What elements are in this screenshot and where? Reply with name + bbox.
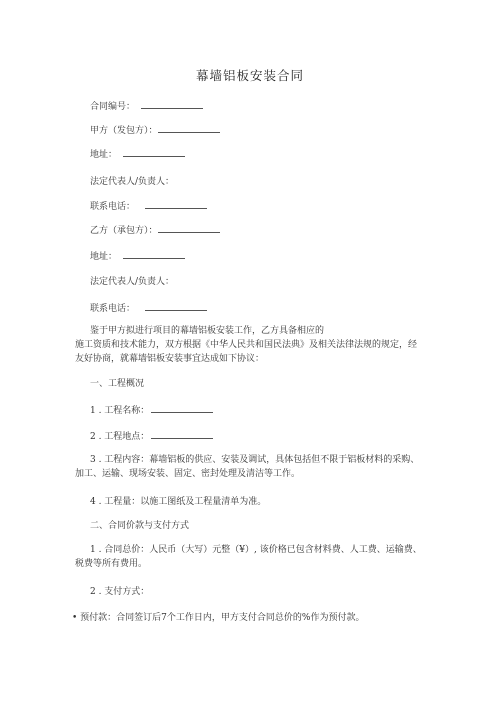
party-a-label: 甲方（发包方）： — [90, 126, 158, 136]
address-b-blank[interactable] — [123, 250, 185, 259]
legal-rep-a-label: 法定代表人/负责人： — [90, 177, 175, 187]
phone-a-label: 联系电话： — [90, 202, 136, 212]
phone-b-blank[interactable] — [145, 302, 207, 311]
document-title: 幕墙铝板安装合同 — [195, 68, 304, 83]
phone-a-blank[interactable] — [145, 200, 207, 209]
legal-rep-a-row — [90, 176, 174, 188]
party-b-row — [90, 224, 220, 237]
project-content-line-1: 3 . 工程内容：幕墙铝板的供应、安装及调试，具体包括但不限于铝板材料的采购、 — [90, 455, 420, 465]
advance-payment-bullet: • 预付款：合同签订后7个工作日内，甲方支付合同总价的%作为预付款。 — [72, 613, 365, 623]
payment-method-heading: 2 . 支付方式： — [90, 587, 150, 597]
intro-line-3: 友好协商，就幕墙铝板安装事宜达成如下协议： — [75, 354, 265, 364]
project-location-blank[interactable] — [151, 430, 213, 439]
contract-price-line-2: 税费等所有费用。 — [75, 559, 148, 569]
project-content-line-2: 加工、运输、现场安装、固定、密封处理及清洁等工作。 — [75, 469, 301, 479]
contract-price-line-1: 1 . 合同总价：人民币（大写）元整（¥）, 该价格已包含材料费、人工费、运输费、 — [90, 545, 422, 555]
project-location-label: 2 . 工程地点： — [90, 432, 150, 442]
party-a-row — [90, 124, 220, 137]
phone-b-row — [90, 302, 207, 315]
phone-b-label: 联系电话： — [90, 304, 136, 314]
project-content-paragraph — [75, 453, 435, 481]
intro-line-1: 鉴于甲方拟进行项目的幕墙铝板安装工作，乙方具备相应的 — [90, 326, 325, 336]
intro-paragraph — [75, 324, 435, 366]
project-quantity: 4 . 工程量：以施工图纸及工程量清单为准。 — [90, 497, 267, 507]
project-location-row — [90, 430, 213, 443]
address-b-row — [90, 250, 185, 263]
contract-number-blank[interactable] — [141, 100, 203, 109]
address-a-label: 地址： — [90, 150, 118, 160]
contract-number-row — [90, 100, 203, 113]
address-b-label: 地址： — [90, 252, 118, 262]
section-2-heading: 二、合同价款与支付方式 — [90, 521, 190, 531]
section-1-heading: 一、工程概况 — [90, 379, 145, 389]
legal-rep-b-row — [90, 276, 174, 288]
phone-a-row — [90, 200, 207, 213]
contract-price-paragraph — [75, 543, 435, 571]
party-b-blank[interactable] — [158, 224, 220, 233]
address-a-row — [90, 148, 185, 161]
address-a-blank[interactable] — [123, 148, 185, 157]
project-name-blank[interactable] — [151, 404, 213, 413]
project-name-label: 1 . 工程名称： — [90, 406, 150, 416]
project-name-row — [90, 404, 213, 417]
party-b-label: 乙方（承包方）： — [90, 226, 158, 236]
party-a-blank[interactable] — [158, 124, 220, 133]
intro-line-2: 施工资质和技术能力，双方根据《中华人民共和国民法典》及相关法律法规的规定，经 — [75, 340, 418, 350]
contract-number-label: 合同编号： — [90, 102, 136, 112]
legal-rep-b-label: 法定代表人/负责人： — [90, 277, 175, 287]
